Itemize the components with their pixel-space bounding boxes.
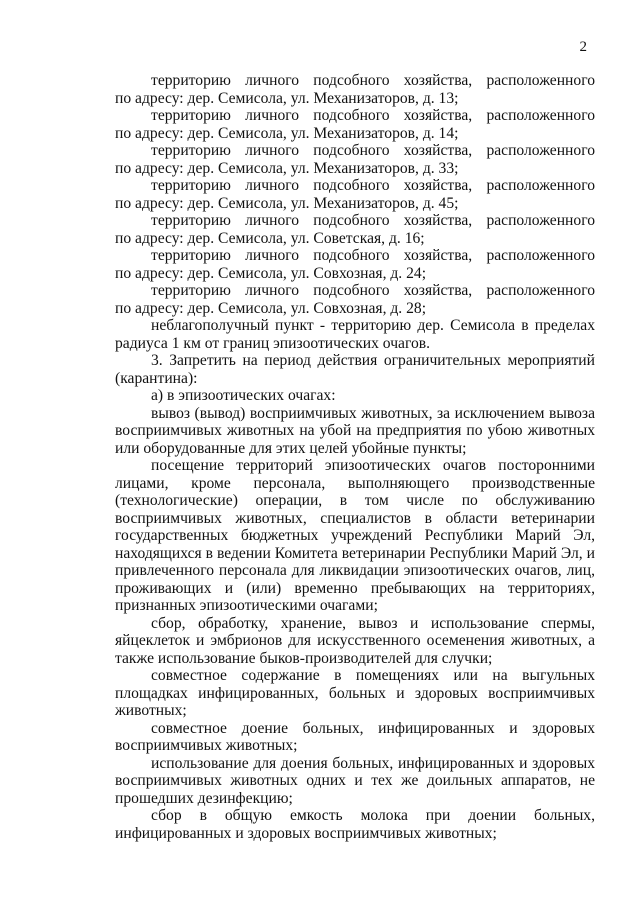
paragraph-4-rest: по адресу: дер. Семисола, ул. Механизаторов, д. 45;: [115, 194, 459, 212]
paragraph-11: [115, 405, 595, 458]
paragraph-2: [115, 107, 595, 142]
paragraph-15: [115, 720, 595, 755]
paragraph-5-rest: по адресу: дер. Семисола, ул. Советская, д. 16;: [115, 229, 425, 247]
paragraph-1-rest: по адресу: дер. Семисола, ул. Механизаторов, д. 13;: [115, 89, 459, 107]
paragraph-4: [115, 177, 595, 212]
paragraph-16-first-line: использование для доения больных, инфицированных и здоровых: [151, 754, 595, 772]
paragraph-7-first-line: территорию личного подсобного хозяйства, расположенного: [151, 282, 595, 299]
paragraph-12: [115, 457, 595, 615]
paragraph-7-rest: по адресу: дер. Семисола, ул. Совхозная, д. 28;: [115, 299, 427, 317]
paragraph-3: [115, 142, 595, 177]
paragraph-6-first-line: территорию личного подсобного хозяйства, расположенного: [151, 247, 595, 264]
paragraph-1: [115, 72, 595, 107]
paragraph-6: [115, 247, 595, 282]
paragraph-16-rest: восприимчивых животных одних и тех же доильных аппаратов, не прошедших дезинфекцию;: [115, 772, 595, 807]
paragraph-12-rest: лицами, кроме персонала, выполняющего производственные (технологические) операции, в том числе по обслуживанию восприимчивых животных, специалистов в области ветеринарии государственных бюджетных учреждений Республики Марий Эл, находящихся в ведении Комитета ветеринарии Республики Марий Эл, и привлеченного персонала для ликвидации эпизоотических очагов, лиц, проживающих и (или) временно пребывающих на территориях, признанных эпизоотическими очагами;: [115, 474, 595, 614]
paragraph-7: [115, 282, 595, 317]
paragraph-9-rest: (карантина):: [115, 369, 198, 387]
paragraph-17-first-line: сбор в общую емкость молока при доении больных,: [151, 807, 595, 824]
paragraph-3-rest: по адресу: дер. Семисола, ул. Механизаторов, д. 33;: [115, 159, 459, 177]
paragraph-17-rest: инфицированных и здоровых восприимчивых животных;: [115, 824, 497, 842]
paragraph-15-first-line: совместное доение больных, инфицированных и здоровых: [151, 719, 595, 737]
paragraph-2-first-line: территорию личного подсобного хозяйства, расположенного: [151, 107, 595, 124]
paragraph-5-first-line: территорию личного подсобного хозяйства, расположенного: [151, 212, 595, 229]
document-body: [115, 72, 595, 842]
paragraph-3-first-line: территорию личного подсобного хозяйства, расположенного: [151, 142, 595, 159]
paragraph-13: [115, 615, 595, 668]
paragraph-9-first-line: 3. Запретить на период действия ограничительных мероприятий: [151, 352, 595, 369]
paragraph-9: [115, 352, 595, 387]
paragraph-10-first-line: а) в эпизоотических очагах:: [151, 387, 336, 404]
paragraph-11-first-line: вывоз (вывод) восприимчивых животных, за исключением вывоза: [151, 404, 595, 422]
paragraph-14: [115, 667, 595, 720]
page-number: 2: [579, 39, 587, 55]
paragraph-17: [115, 807, 595, 842]
paragraph-10: [115, 387, 595, 405]
paragraph-2-rest: по адресу: дер. Семисола, ул. Механизаторов, д. 14;: [115, 124, 459, 142]
paragraph-11-rest: восприимчивых животных на убой на предприятия по убою животных или оборудованные для этих целей убойные пункты;: [115, 422, 595, 457]
paragraph-4-first-line: территорию личного подсобного хозяйства, расположенного: [151, 177, 595, 194]
paragraph-13-rest: яйцеклеток и эмбрионов для искусственного осеменения животных, а также использование быков-производителей для случки;: [115, 632, 595, 667]
paragraph-15-rest: восприимчивых животных;: [115, 737, 298, 754]
paragraph-1-first-line: территорию личного подсобного хозяйства, расположенного: [151, 72, 595, 89]
paragraph-12-first-line: посещение территорий эпизоотических очагов посторонними: [151, 457, 595, 474]
paragraph-6-rest: по адресу: дер. Семисола, ул. Совхозная, д. 24;: [115, 264, 427, 282]
paragraph-14-first-line: совместное содержание в помещениях или на выгульных: [151, 667, 595, 684]
paragraph-8: [115, 317, 595, 352]
paragraph-8-first-line: неблагополучный пункт - территорию дер. Семисола в пределах: [151, 317, 595, 334]
paragraph-5: [115, 212, 595, 247]
paragraph-14-rest: площадках инфицированных, больных и здоровых восприимчивых животных;: [115, 684, 595, 719]
paragraph-16: [115, 755, 595, 808]
paragraph-13-first-line: сбор, обработку, хранение, вывоз и использование спермы,: [151, 614, 595, 632]
paragraph-8-rest: радиуса 1 км от границ эпизоотических очагов.: [115, 334, 431, 352]
